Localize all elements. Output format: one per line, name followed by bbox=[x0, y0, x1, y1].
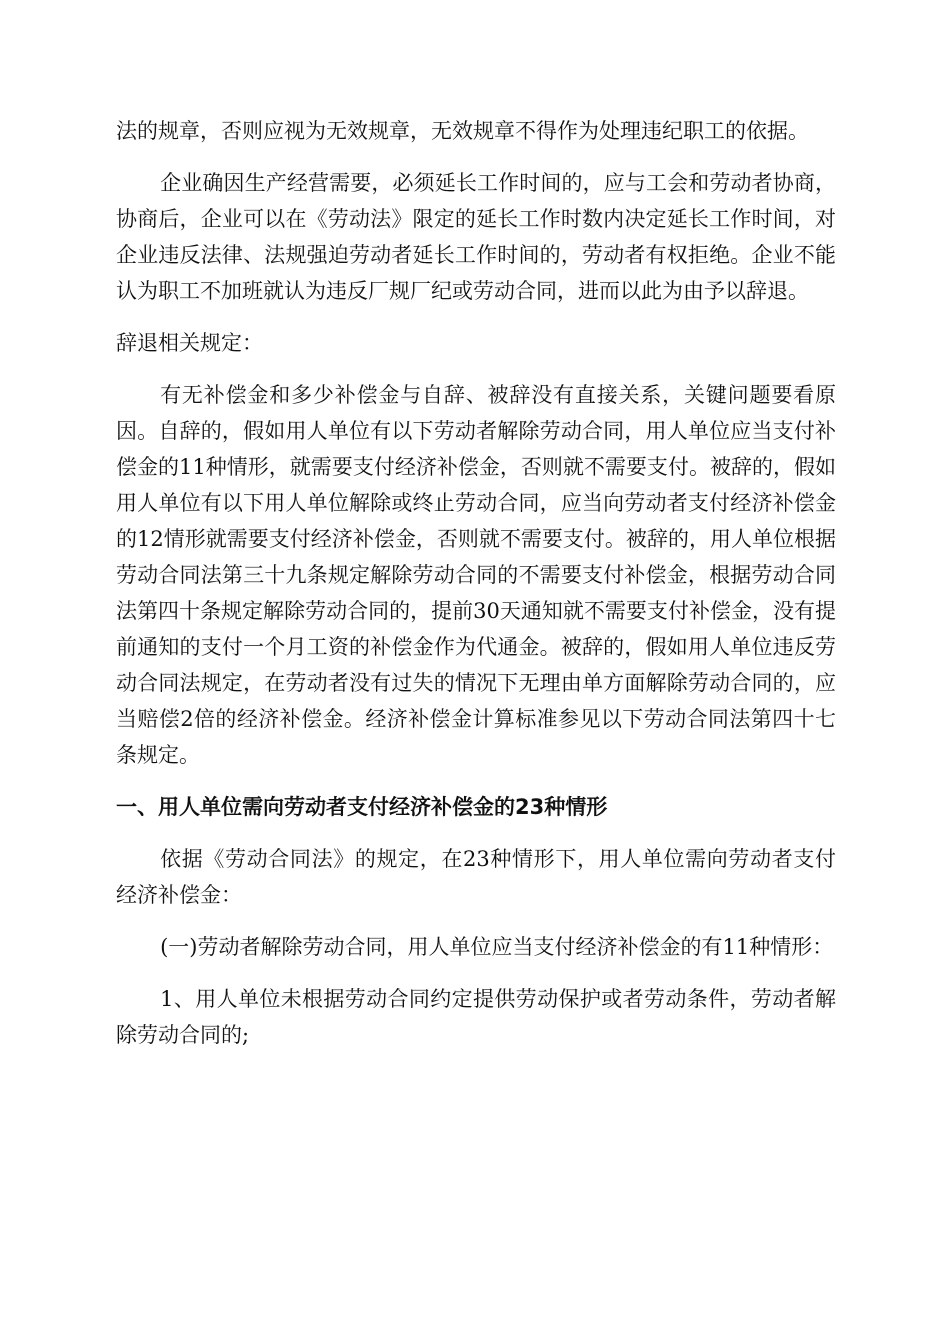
paragraph-subsection-one: (一)劳动者解除劳动合同，用人单位应当支付经济补偿金的有11种情形： bbox=[160, 935, 834, 959]
paragraph-legal-basis: 依据《劳动合同法》的规定，在23种情形下，用人单位需向劳动者支付经济补偿金： bbox=[116, 847, 836, 907]
document-body bbox=[116, 113, 836, 1053]
paragraph-dismissal-label: 辞退相关规定： bbox=[116, 331, 263, 355]
paragraph-invalid-rules: 法的规章，否则应视为无效规章，无效规章不得作为处理违纪职工的依据。 bbox=[116, 119, 809, 143]
section-heading: 一、用人单位需向劳动者支付经济补偿金的23种情形 bbox=[116, 795, 608, 819]
paragraph-item-one: 1、用人单位未根据劳动合同约定提供劳动保护或者劳动条件，劳动者解除劳动合同的; bbox=[116, 987, 836, 1047]
paragraph-overtime: 企业确因生产经营需要，必须延长工作时间的，应与工会和劳动者协商，协商后，企业可以在《劳动法》限定的延长工作时数内决定延长工作时间，对企业违反法律、法规强迫劳动者延长工作时间的，劳动者有权拒绝。企业不能认为职工不加班就认为违反厂规厂纪或劳动合同，进而以此为由予以辞退。 bbox=[116, 171, 836, 303]
paragraph-compensation: 有无补偿金和多少补偿金与自辞、被辞没有直接关系，关键问题要看原因。自辞的，假如用人单位有以下劳动者解除劳动合同，用人单位应当支付补偿金的11种情形，就需要支付经济补偿金，否则就不需要支付。被辞的，假如用人单位有以下用人单位解除或终止劳动合同，应当向劳动者支付经济补偿金的12情形就需要支付经济补偿金，否则就不需要支付。被辞的，用人单位根据劳动合同法第三十九条规定解除劳动合同的不需要支付补偿金，根据劳动合同法第四十条规定解除劳动合同的，提前30天通知就不需要支付补偿金，没有提前通知的支付一个月工资的补偿金作为代通金。被辞的，假如用人单位违反劳动合同法规定，在劳动者没有过失的情况下无理由单方面解除劳动合同的，应当赔偿2倍的经济补偿金。经济补偿金计算标准参见以下劳动合同法第四十七条规定。 bbox=[116, 383, 836, 767]
